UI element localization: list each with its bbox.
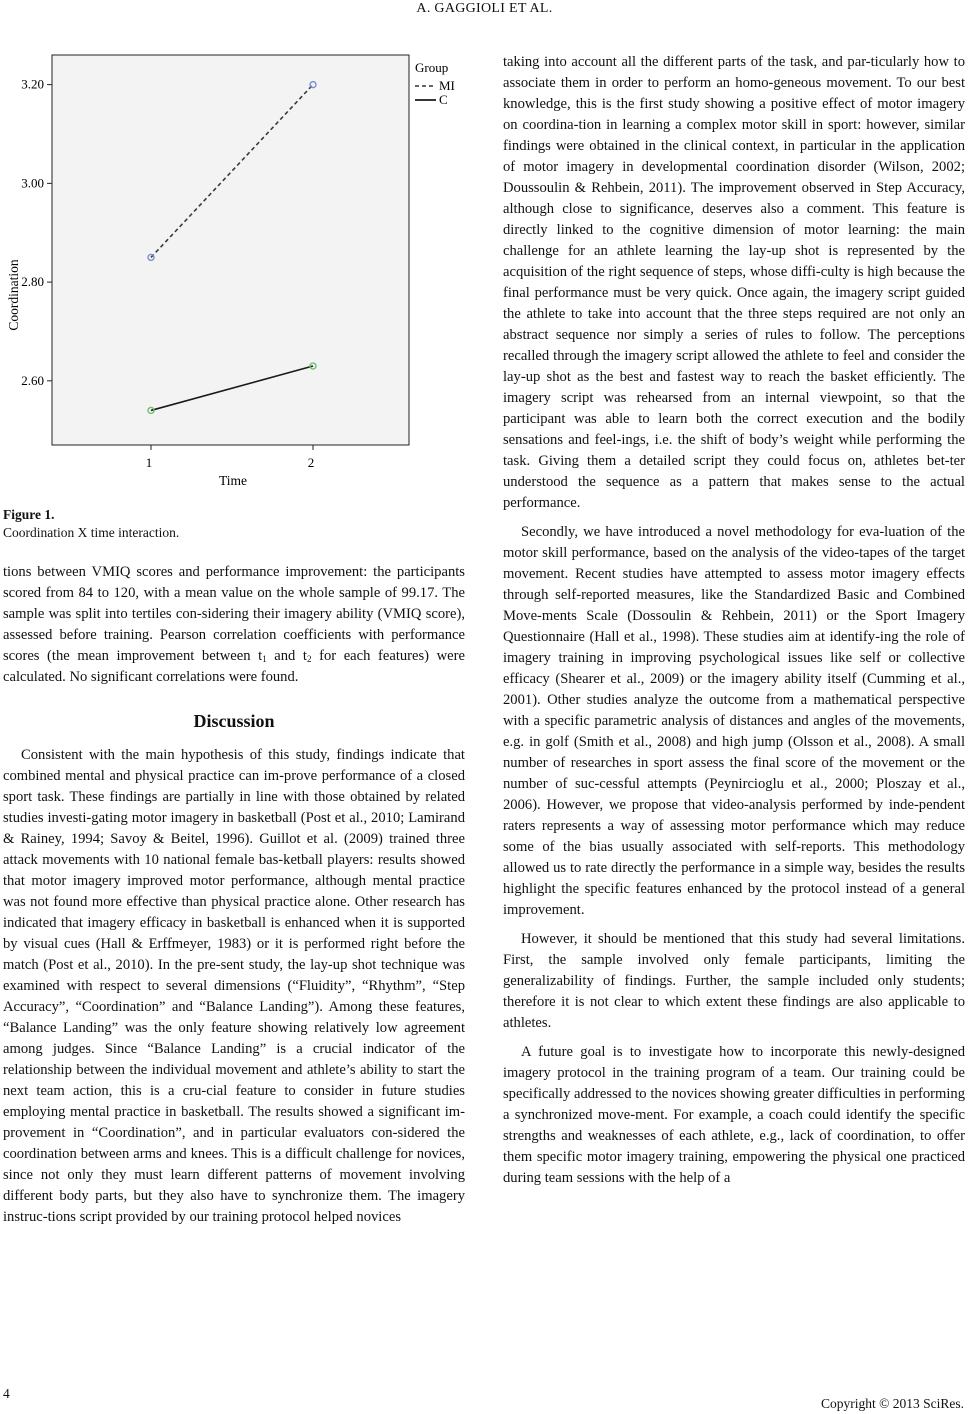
page-number: 4 bbox=[3, 1386, 10, 1401]
legend-label-mi: MI bbox=[439, 78, 455, 93]
right-paragraph-4: A future goal is to investigate how to incorporate this newly-designed imagery protocol in the training program of a team. Our training could be specifically addressed to the novices showing greater difficulties in performing a synchronized move-ment. For example, a coach could identify the specific strengths and weaknesses of each athlete, e.g., lack of coordination, to offer them specific motor imagery training, empowering the physical one practiced during team sessions with the help of a bbox=[503, 1044, 965, 1186]
x-axis bbox=[146, 445, 315, 470]
left-column bbox=[3, 562, 465, 1228]
right-column bbox=[503, 52, 965, 1189]
legend-label-c: C bbox=[439, 92, 448, 107]
right-paragraph-2: Secondly, we have introduced a novel methodology for eva-luation of the motor skill performance, based on the analysis of the video-tapes of the target movement. Recent studies have attempted to assess motor imagery effects through self-reported measures, like the Standardized Basic and Combined Move-ments Scale (Dossoulin & Rehbein, 2011) or the Sport Imagery Questionnaire (Hall et al., 1998). These studies aim at identify-ing the role of imagery training in improving psychological issues like self or collective efficacy (Shearer et al., 2009) or the imagery ability itself (Cumming et al., 2001). Other studies analyze the outcome from a mathematical perspective with a specific parametric analysis of distances and angles of the movements, e.g. in golf (Smith et al., 2008) and high jump (Olsson et al., 2008). A small number of researches in sport assess the final score of the movement or the number of suc-cessful attempts (Peynircioglu et al., 2000; Ploszay et al., 2006). However, we propose that video-analysis performed by inde-pendent raters represents a way of assessing motor performance which may reduce some of the bias usually associated with self-reports. This methodology allowed us to rate directly the performance in a simple way, besides the results highlight the specific features enhanced by the protocol instead of a general improvement. bbox=[503, 524, 965, 918]
left-paragraph-2: Consistent with the main hypothesis of this study, findings indicate that combined mental and physical practice can im-prove performance of a closed sport task. These findings are partially in line with those obtained by related studies investi-gating motor imagery in basketball (Post et al., 2010; Lamirand & Rainey, 1994; Savoy & Beitel, 1996). Guillot et al. (2009) trained three attack movements with 10 national female bas-ketball players: results showed that motor imagery improved motor performance, although mental practice was not found more effective than physical practice alone. Other research has indicated that imagery efficacy in basketball is enhanced when it is supported by visual cues (Hall & Erffmeyer, 1983) or it is performed right before the match (Post et al., 2010). In the pre-sent study, the lay-up shot technique was examined with respect to several dimensions (“Fluidity”, “Rhythm”, “Step Accuracy”, “Coordination” and “Balance Landing”). Among these features, “Balance Landing” was the only feature showing relatively low agreement among judges. Since “Balance Landing” is a crucial indicator of the relationship between the individual movement and athlete’s ability to start the next team action, this is a cru-cial feature to consider in future studies employing mental practice in basketball. The results showed a significant im-provement in “Coordination”, and in particular evaluators con-sidered the coordination between arms and knees. This is a difficult challenge for novices, since not only they must learn different patterns of movement involving different body parts, but they also have to synchronize them. The imagery instruc-tions script provided by our training protocol helped novices bbox=[3, 747, 465, 1225]
y-axis-label: Coordination bbox=[6, 259, 21, 331]
copyright-notice: Copyright © 2013 SciRes. bbox=[820, 1396, 964, 1411]
figure-label: Figure 1. bbox=[3, 507, 55, 522]
y-tick-label: 2.60 bbox=[21, 372, 44, 388]
right-paragraph-1: taking into account all the different parts of the task, and par-ticularly how to associate them in order to perform an homo-geneous movement. To our best knowledge, this is the first study showing a positive effect of motor imagery on coordina-tion in learning a complex motor skill in sport: however, similar findings were obtained in the clinical context, in particular in the application of motor imagery in developmental coordination disorder (Wilson, 2002; Doussoulin & Rehbein, 2011). The improvement observed in Step Accuracy, although close to significance, deserves also a comment. This feature is directly linked to the cognitive dimension of motor learning: the main challenge for an athlete learning the lay-up shot is represented by the acquisition of the right sequence of steps, whose diffi-culty is high because the final performance must be very quick. Once again, the imagery script guided the athlete to take into account that the three steps required are not only an abstract sequence nor simply a series of rules to follow. The perceptions recalled through the imagery script allowed the athlete to feel and consider the lay-up shot as the best and fastest way to reach the basket efficiently. The imagery script was rehearsed from an internal viewpoint, so that the participant was able to learn both the correct execution and the bodily sensations and feel-ings, i.e. the shift of body’s weight while performing the task. Giving them a detailed script they could focus on, athletes bet-ter understood the sequence as a pattern that makes sense to the actual performance. bbox=[503, 54, 965, 511]
right-paragraph-3: However, it should be mentioned that this study had several limitations. First, the sample involved only female participants, limiting the generalizability of findings. Further, the sample included only students; therefore it is not clear to which extent these findings are also applicable to athletes. bbox=[503, 931, 965, 1031]
x-tick-label: 2 bbox=[307, 455, 315, 470]
y-tick-label: 3.20 bbox=[21, 76, 44, 92]
figure-caption bbox=[3, 506, 179, 542]
legend bbox=[415, 60, 455, 107]
y-tick-label: 2.80 bbox=[21, 274, 44, 290]
figure-caption-text: Coordination X time interaction. bbox=[3, 525, 180, 540]
coordination-time-chart bbox=[0, 45, 470, 500]
left-paragraph-1: tions between VMIQ scores and performance improvement: the participants scored from 84 to 120, with a mean value on the whole sample of 99.17. The sample was split into tertiles con-sidering their imagery ability (VMIQ score), assessed before training. Pearson correlation coefficients with performance scores (the mean improvement between $t_1$ and $t_2$ for each features) were calculated. No significant correlations were found. bbox=[3, 564, 465, 685]
y-tick-label: 3.00 bbox=[21, 175, 44, 191]
running-head: A. GAGGIOLI ET AL. bbox=[416, 1, 553, 16]
x-tick-label: 1 bbox=[145, 455, 153, 470]
y-axis bbox=[21, 77, 52, 388]
section-heading-discussion: Discussion bbox=[193, 711, 275, 731]
figure-1 bbox=[0, 45, 470, 500]
x-axis-label: Time bbox=[218, 473, 248, 488]
plot-area bbox=[52, 55, 409, 445]
legend-title: Group bbox=[415, 60, 449, 75]
